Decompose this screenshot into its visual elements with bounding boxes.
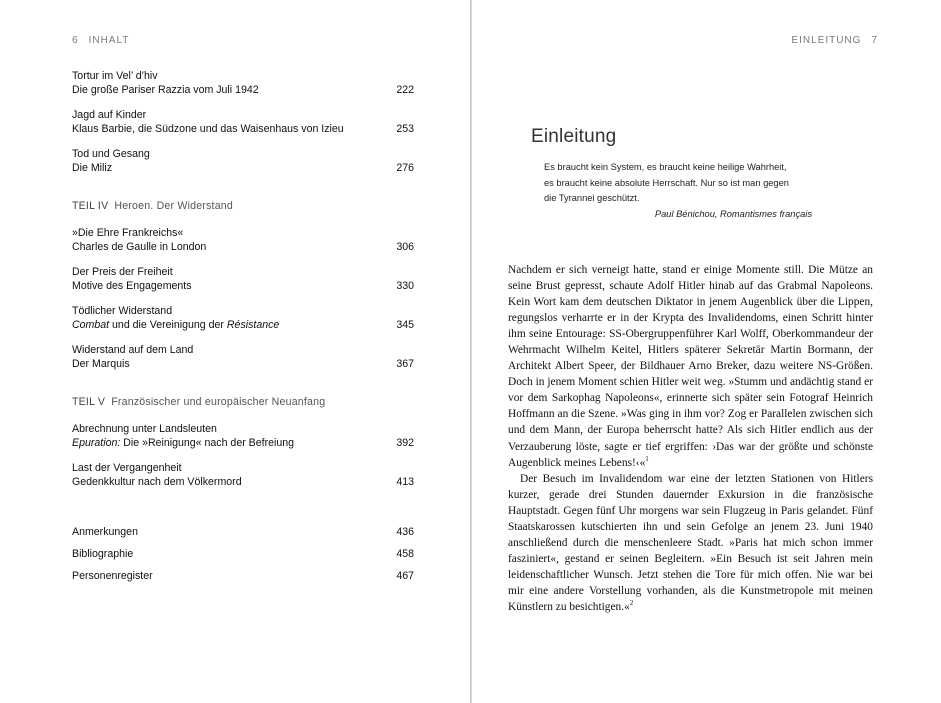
paragraph-text: Nachdem er sich verneigt hatte, stand er einige Momente still. Die Mütze an seine Brust gepresst, schaute Adolf Hitler hinab auf das Grabmal Napoleons. Kein Wort kam dem deutschen Diktator in jenem Augenblick über die Lippen, regungslos verharrte er in der Krypta des Invalidendoms, einen Schritt hinter ihm seine Entourage: SS-Obergruppenführer Karl Wolff, Oberkommandeur der Wehrmacht Wilhelm Keitel, Hitlers späterer Sekretär Martin Bormann, der Architekt Albert Speer, der Bildhauer Arno Breker, dazu weitere NS-Größen. Doch in jenem Moment schien Hitler weit weg. »Stumm und andächtig stand er vor dem Sarkophag Napoleons«, erinnerte sich später sein Fotograf Heinrich Hoffmann an die Szene. »Was ging in ihm vor? Zog er Parallelen zwischen sich und dem Mann, der Europa beherrscht hatte? Als sich Hitler endlich aus der Verzauberung löste, sagte er tief ergriffen: ›Das war der größte und schönste Augenblick meines Lebens!‹« xyxy=(508,264,873,469)
paragraph xyxy=(508,262,873,471)
epigraph-work: Romantismes français xyxy=(720,209,812,219)
toc-entry[interactable] xyxy=(72,265,414,293)
epigraph-line: die Tyrannei geschützt. xyxy=(544,193,640,203)
toc-entry-page: 392 xyxy=(396,437,414,449)
toc-entry-page: 306 xyxy=(396,241,414,253)
toc-entry-subtitle: Der Marquis xyxy=(72,358,130,370)
toc-part-title: Heroen. Der Widerstand xyxy=(114,200,233,212)
toc-entry-title: Der Preis der Freiheit xyxy=(72,266,173,278)
toc-entry-subtitle: Motive des Engagements xyxy=(72,280,192,292)
page-number-left: 6 xyxy=(72,35,79,46)
table-of-contents xyxy=(72,69,414,591)
toc-entry-page: 222 xyxy=(396,84,414,96)
toc-entry-title: Personenregister xyxy=(72,570,153,582)
toc-italic-term: Epuration: xyxy=(72,437,121,449)
toc-entry-page: 330 xyxy=(396,280,414,292)
toc-entry-subtitle: Klaus Barbie, die Südzone und das Waisenhaus von Izieu xyxy=(72,123,344,135)
toc-entry-subtitle xyxy=(72,318,374,332)
toc-entry-title: Anmerkungen xyxy=(72,526,138,538)
toc-part-label: TEIL V xyxy=(72,396,106,408)
toc-entry-subtitle: Die Miliz xyxy=(72,162,113,174)
toc-subtitle-text: und die Vereinigung der xyxy=(109,319,227,331)
toc-italic-term: Résistance xyxy=(226,319,280,331)
toc-entry-title: Bibliographie xyxy=(72,548,134,560)
toc-entry[interactable] xyxy=(72,304,414,332)
body-text xyxy=(508,262,873,615)
epigraph-author: Paul Bénichou, xyxy=(654,209,721,219)
toc-entry-subtitle xyxy=(72,436,374,450)
toc-entry[interactable] xyxy=(72,422,414,450)
toc-entry-page: 458 xyxy=(396,548,414,560)
toc-part-label: TEIL IV xyxy=(72,200,109,212)
toc-entry-title: Tod und Gesang xyxy=(72,148,150,160)
right-page xyxy=(472,0,941,703)
epigraph-line: es braucht keine absolute Herrschaft. Nur so ist man gegen xyxy=(544,177,789,188)
running-head-label-left: INHALT xyxy=(88,35,130,46)
running-head-label-right: EINLEITUNG xyxy=(791,35,862,46)
toc-entry-subtitle: Charles de Gaulle in London xyxy=(72,241,207,253)
footnote-marker[interactable]: 2 xyxy=(629,599,634,608)
toc-entry[interactable] xyxy=(72,69,414,97)
toc-entry-title: Widerstand auf dem Land xyxy=(72,344,194,356)
toc-entry-subtitle: Die große Pariser Razzia vom Juli 1942 xyxy=(72,84,259,96)
toc-subtitle-text: Die »Reinigung« nach der Befreiung xyxy=(120,437,295,449)
toc-backmatter xyxy=(72,525,414,583)
toc-entry-title: »Die Ehre Frankreichs« xyxy=(72,227,184,239)
toc-entry-page: 436 xyxy=(396,526,414,538)
left-page xyxy=(0,0,470,703)
toc-entry-page: 367 xyxy=(396,358,414,370)
toc-entry-page: 276 xyxy=(396,162,414,174)
toc-entry[interactable] xyxy=(72,461,414,489)
footnote-marker[interactable]: 1 xyxy=(645,454,649,463)
toc-entry[interactable] xyxy=(72,343,414,371)
toc-entry-page: 413 xyxy=(396,476,414,488)
toc-italic-term: Combat xyxy=(72,319,110,331)
toc-part-heading xyxy=(72,199,414,213)
toc-part-title: Französischer und europäischer Neuanfang xyxy=(111,396,326,408)
running-head-right xyxy=(791,35,878,46)
toc-entry-page: 253 xyxy=(396,123,414,135)
toc-entry[interactable] xyxy=(72,147,414,175)
running-head-left xyxy=(72,35,129,46)
toc-part-heading xyxy=(72,395,414,409)
epigraph-line: Es braucht kein System, es braucht keine heilige Wahrheit, xyxy=(544,162,787,172)
toc-entry-title: Last der Vergangenheit xyxy=(72,462,182,474)
toc-backmatter-entry[interactable] xyxy=(72,569,414,583)
toc-entry-title: Tortur im Vel’ d’hiv xyxy=(72,70,158,82)
toc-entry[interactable] xyxy=(72,108,414,136)
toc-entry-page: 467 xyxy=(396,570,414,582)
toc-entry-page: 345 xyxy=(396,319,414,331)
toc-entry-subtitle: Gedenkkultur nach dem Völkermord xyxy=(72,476,242,488)
epigraph-source xyxy=(572,209,812,219)
epigraph xyxy=(544,160,844,207)
toc-entry-title: Tödlicher Widerstand xyxy=(72,305,173,317)
paragraph xyxy=(508,471,873,615)
toc-entry-title: Jagd auf Kinder xyxy=(72,109,147,121)
page-number-right: 7 xyxy=(871,35,878,46)
toc-backmatter-entry[interactable] xyxy=(72,547,414,561)
chapter-title: Einleitung xyxy=(531,126,617,147)
toc-entry[interactable] xyxy=(72,226,414,254)
paragraph-text: Der Besuch im Invalidendom war eine der letzten Stationen von Hitlers kurzer, gerade drei Stunden dauernder Exkursion in die französische Hauptstadt. Gegen fünf Uhr morgens war sein Flugzeug in Paris gelandet. Fünf Staatskarossen kutschierten ihn und sein Gefolge an jenem 23. Juni 1940 anschließend durch die menschenleere Stadt. »Paris hat mich schon immer fasziniert«, gestand er seinen Begleitern. »Ein Besuch ist seit Jahren mein leidenschaftlicher Wunsch. Jetzt stehen die Tore für mich offen. Nie war bei mir eine andere Vorstellung vorhanden, als die Kunstmetropole mit meinen Künstlern zu besichtigen.« xyxy=(508,472,873,613)
toc-backmatter-entry[interactable] xyxy=(72,525,414,539)
toc-entry-title: Abrechnung unter Landsleuten xyxy=(72,423,217,435)
